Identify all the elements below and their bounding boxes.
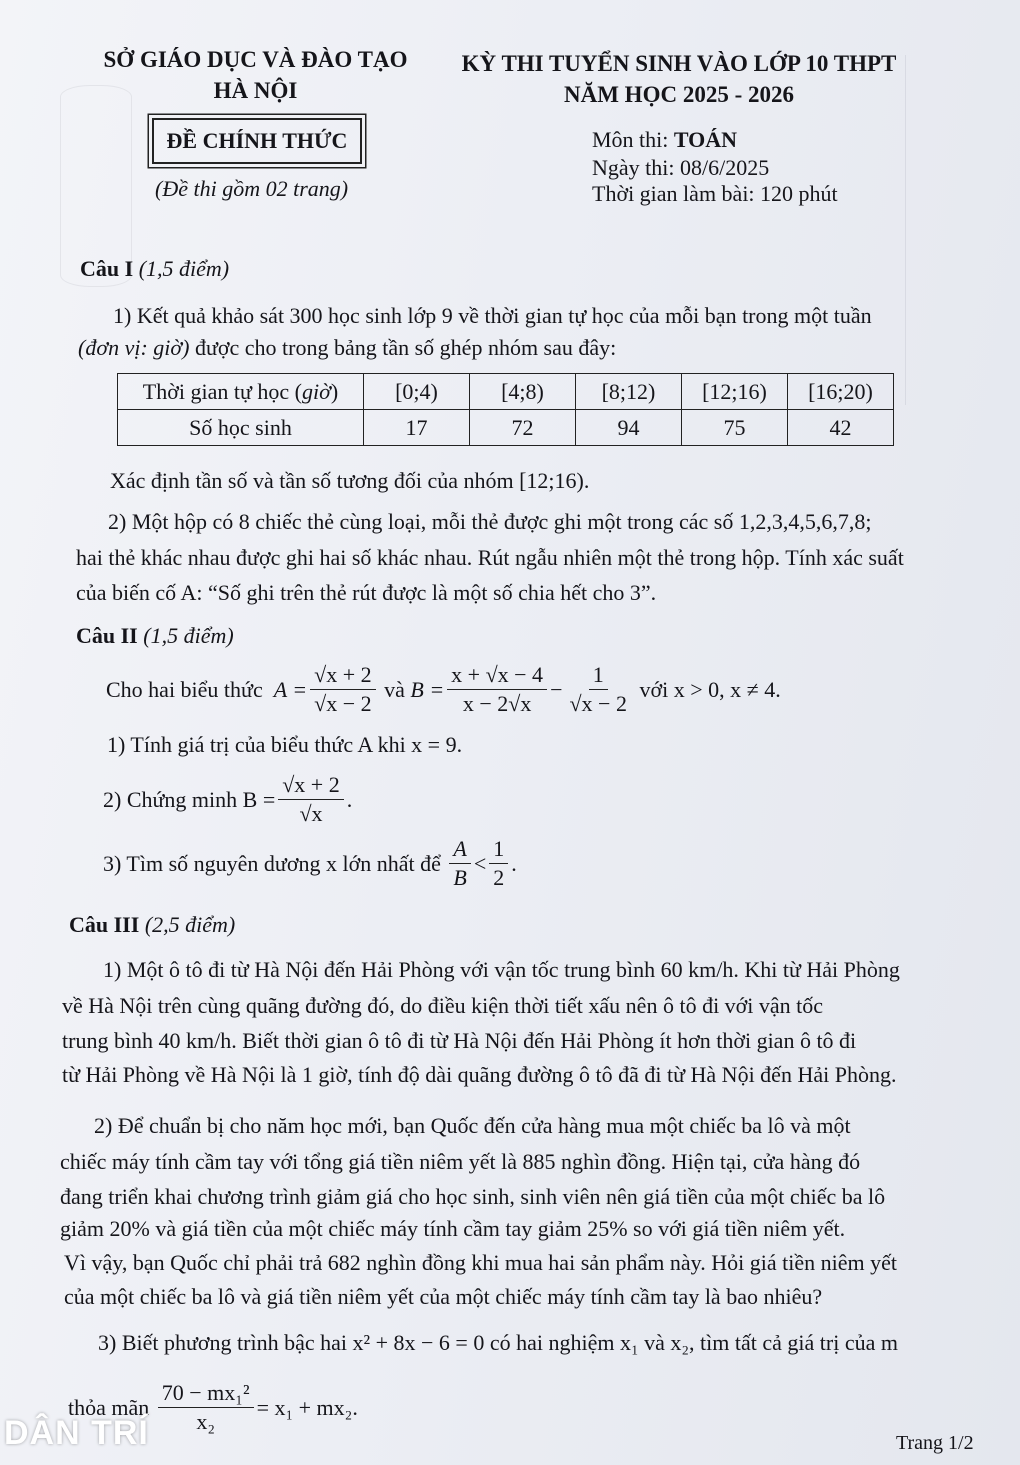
school-year: NĂM HỌC 2025 - 2026 bbox=[564, 82, 794, 107]
q3-part3-text: thỏa mãn bbox=[68, 1395, 150, 1420]
department-name: SỞ GIÁO DỤC VÀ ĐÀO TẠO bbox=[103, 47, 408, 72]
question-2-label: Câu II bbox=[76, 623, 138, 648]
expr-a-denominator: √x − 2 bbox=[314, 691, 372, 716]
expr-a-numerator: √x + 2 bbox=[310, 662, 375, 690]
q3-part1-line4: từ Hải Phòng về Hà Nội là 1 giờ, tính độ dài quãng đường ô tô đã đi từ Hà Nội đến Hải Phòng. bbox=[62, 1062, 897, 1087]
table-cell: [16;20) bbox=[788, 374, 894, 410]
less-than-sign: < bbox=[473, 851, 487, 876]
question-1-points: (1,5 điểm) bbox=[138, 256, 230, 281]
frequency-table bbox=[117, 373, 894, 446]
dan-tri-logo: DÂN TRÍ bbox=[4, 1414, 149, 1452]
minus-sign: − bbox=[550, 677, 563, 702]
domain-condition: với x > 0, x ≠ 4. bbox=[639, 677, 781, 702]
q3-part2-line3: đang triển khai chương trình giảm giá cho học sinh, sinh viên nên giá tiền của một chiếc ba lô bbox=[60, 1184, 886, 1209]
q2-part2: 2) Chứng minh B = $\frac{√x + 2}{√x}$ . bbox=[103, 772, 353, 826]
ratio-numerator: A bbox=[449, 836, 470, 864]
table-cell: 75 bbox=[682, 410, 788, 446]
ratio-a-over-b bbox=[449, 836, 470, 891]
table-cell: [8;12) bbox=[576, 374, 682, 410]
official-exam-label: ĐỀ CHÍNH THỨC bbox=[152, 118, 362, 164]
expr-b-denominator-2: √x − 2 bbox=[569, 691, 627, 716]
subject-line bbox=[592, 127, 737, 153]
expr-b-numerator-2: 1 bbox=[589, 662, 608, 690]
table-cell: [12;16) bbox=[682, 374, 788, 410]
subject-label: Môn thi: bbox=[592, 127, 674, 152]
page-number: Trang 1/2 bbox=[896, 1432, 974, 1454]
q3-condition-numerator: 70 − mx₁² bbox=[158, 1380, 254, 1408]
question-2-title bbox=[76, 623, 234, 649]
unit-note: (đơn vị: giờ) bbox=[78, 335, 190, 360]
expressions-line bbox=[106, 662, 781, 717]
table-cell: 42 bbox=[788, 410, 894, 446]
q3-part2-line1: 2) Để chuẩn bị cho năm học mới, bạn Quốc đến cửa hàng mua một chiếc ba lô và một bbox=[94, 1113, 851, 1138]
half-numerator: 1 bbox=[489, 836, 508, 864]
q3-condition-rhs: = x₁ + mx₂. bbox=[256, 1395, 358, 1420]
q2-part2-denominator: √x bbox=[299, 801, 323, 826]
question-1-label: Câu I bbox=[80, 256, 134, 281]
q3-part1-line2: về Hà Nội trên cùng quãng đường đó, do điều kiện thời tiết xấu nên ô tô đi với vận tốc bbox=[62, 993, 824, 1018]
subject-value: TOÁN bbox=[673, 127, 738, 152]
table-cell: 17 bbox=[364, 410, 470, 446]
q1-part1-line1: 1) Kết quả khảo sát 300 học sinh lớp 9 về thời gian tự học của mỗi bạn trong một tuần bbox=[113, 303, 872, 328]
q3-part1-line1: 1) Một ô tô đi từ Hà Nội đến Hải Phòng với vận tốc trung bình 60 km/h. Khi từ Hải Phòng bbox=[103, 957, 900, 982]
expr-b-denominator-1: x − 2√x bbox=[462, 691, 532, 716]
expr-b-fraction-1 bbox=[447, 662, 547, 717]
expr-a-lhs: A = bbox=[273, 677, 308, 702]
q3-part2-line6: của một chiếc ba lô và giá tiền niêm yết của một chiếc máy tính cầm tay là bao nhiêu? bbox=[64, 1284, 823, 1309]
question-1-title bbox=[80, 256, 229, 282]
q2-part1: 1) Tính giá trị của biểu thức A khi x = 9. bbox=[107, 732, 463, 757]
q1-part1-line2 bbox=[78, 331, 616, 364]
expr-b-fraction-2 bbox=[565, 662, 630, 717]
question-2-points: (1,5 điểm) bbox=[143, 623, 234, 648]
table-cell: 94 bbox=[576, 410, 682, 446]
table-row bbox=[118, 410, 894, 446]
exam-title: KỲ THI TUYỂN SINH VÀO LỚP 10 THPT bbox=[461, 51, 897, 76]
ratio-denominator: B bbox=[453, 865, 467, 890]
and-word: và bbox=[384, 677, 405, 702]
table-cell: 72 bbox=[470, 410, 576, 446]
expr-b-numerator-1: x + √x − 4 bbox=[447, 662, 547, 690]
expr-b-lhs: B = bbox=[410, 677, 445, 702]
table-header-count: Số học sinh bbox=[118, 410, 364, 446]
bleed-through bbox=[905, 55, 1016, 405]
question-3-label: Câu III bbox=[69, 912, 140, 937]
question-3-points: (2,5 điểm) bbox=[144, 912, 236, 937]
q3-condition-denominator: x₂ bbox=[196, 1409, 215, 1434]
expressions-intro: Cho hai biểu thức bbox=[106, 677, 263, 702]
q2-part2-numerator: √x + 2 bbox=[278, 772, 343, 800]
q1-part2-line2: hai thẻ khác nhau được ghi hai số khác nhau. Rút ngẫu nhiên một thẻ trong hộp. Tính xác suất bbox=[76, 545, 904, 570]
q2-part2-fraction bbox=[278, 772, 343, 827]
q2-part3-text: 3) Tìm số nguyên dương x lớn nhất để bbox=[103, 851, 441, 876]
q3-part2-line4: giảm 20% và giá tiền của một chiếc máy tính cầm tay giảm 25% so với giá tiền niêm yết. bbox=[60, 1216, 846, 1241]
table-cell: [0;4) bbox=[364, 374, 470, 410]
table-header-time: Thời gian tự học (giờ) bbox=[118, 374, 364, 410]
table-row bbox=[118, 374, 894, 410]
q1-part2-line3: của biến cố A: “Số ghi trên thẻ rút được là một số chia hết cho 3”. bbox=[76, 580, 657, 605]
half-denominator: 2 bbox=[493, 865, 505, 890]
one-half bbox=[489, 836, 508, 891]
q2-part3: 3) Tìm số nguyên dương x lớn nhất để $\frac{A}{B}$ < $\frac{1}{2}$ . bbox=[103, 836, 517, 890]
question-3-title bbox=[69, 912, 235, 938]
exam-duration: Thời gian làm bài: 120 phút bbox=[592, 181, 838, 206]
q1-part1-line2-rest: được cho trong bảng tần số ghép nhóm sau đây: bbox=[189, 335, 617, 360]
expr-a-fraction bbox=[310, 662, 375, 717]
q3-part3-line1: 3) Biết phương trình bậc hai x² + 8x − 6 = 0 có hai nghiệm x₁ và x₂, tìm tất cả giá trị của m bbox=[98, 1330, 898, 1355]
exam-date: Ngày thi: 08/6/2025 bbox=[592, 155, 770, 180]
q1-part2-line1: 2) Một hộp có 8 chiếc thẻ cùng loại, mỗi thẻ được ghi một trong các số 1,2,3,4,5,6,7,8; bbox=[108, 509, 872, 534]
q3-part1-line3: trung bình 40 km/h. Biết thời gian ô tô đi từ Hà Nội đến Hải Phòng ít hơn thời gian ô tô đi bbox=[62, 1028, 857, 1053]
q2-part2-text: 2) Chứng minh B = bbox=[103, 787, 276, 812]
table-cell: [4;8) bbox=[470, 374, 576, 410]
q3-part2-line2: chiếc máy tính cầm tay với tổng giá tiền niêm yết là 885 nghìn đồng. Hiện tại, cửa hàng đó bbox=[60, 1149, 861, 1174]
q3-condition-fraction bbox=[158, 1380, 254, 1435]
q3-part2-line5: Vì vậy, bạn Quốc chỉ phải trả 682 nghìn đồng khi mua hai sản phẩm này. Hỏi giá tiền niêm yết bbox=[64, 1250, 897, 1275]
q1-part1-ask: Xác định tần số và tần số tương đối của nhóm [12;16). bbox=[110, 468, 590, 493]
city-name: HÀ NỘI bbox=[213, 78, 298, 103]
pages-note: (Đề thi gồm 02 trang) bbox=[155, 176, 349, 201]
